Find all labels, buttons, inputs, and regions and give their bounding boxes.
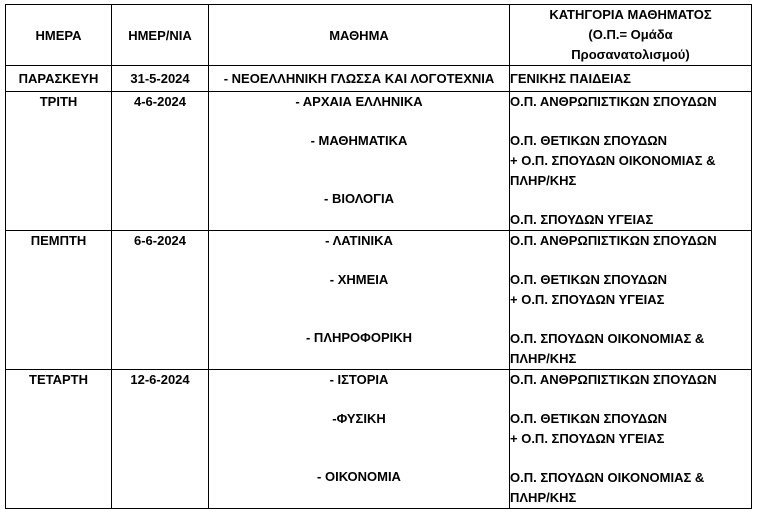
row-day: ΠΑΡΑΣΚΕΥΗ [6, 66, 112, 92]
row-date [112, 370, 209, 509]
exam-schedule-table [5, 4, 752, 509]
row-date [112, 92, 209, 231]
row-categories [510, 370, 752, 509]
row-day [6, 370, 112, 509]
table-row [6, 66, 752, 92]
row-day-label: ΤΡΙΤΗ [39, 94, 78, 109]
row-day-label: ΠΕΜΠΤΗ [30, 233, 87, 248]
header-category [510, 5, 752, 66]
row-day-label: ΤΕΤΑΡΤΗ [29, 372, 88, 387]
row-categories [510, 231, 752, 370]
row-date: 31-5-2024 [112, 66, 209, 92]
row-categories [510, 92, 752, 231]
subject-item: - ΙΣΤΟΡΙΑ [329, 372, 389, 387]
subject-item: - ΒΙΟΛΟΓΙΑ [324, 191, 394, 206]
subject-item: - ΠΛΗΡΟΦΟΡΙΚΗ [305, 330, 412, 345]
subject-item: - ΛΑΤΙΝΙΚΑ [325, 233, 393, 248]
category-item: + Ο.Π. ΣΠΟΥΔΩΝ ΥΓΕΙΑΣ [510, 292, 665, 307]
header-category-line3: Προσανατολισμού) [571, 47, 690, 62]
category-item: Ο.Π. ΘΕΤΙΚΩΝ ΣΠΟΥΔΩΝ [510, 272, 668, 287]
header-category-line2: (Ο.Π.= Ομάδα [588, 27, 673, 42]
table-row [6, 370, 752, 509]
category-item: Ο.Π. ΘΕΤΙΚΩΝ ΣΠΟΥΔΩΝ [510, 411, 668, 426]
category-item: ΠΛΗΡ/ΚΗΣ [510, 490, 577, 505]
category-item: ΠΛΗΡ/ΚΗΣ [510, 173, 577, 188]
subject-item: - ΑΡΧΑΙΑ ΕΛΛΗΝΙΚΑ [295, 94, 423, 109]
category-item: Ο.Π. ΑΝΘΡΩΠΙΣΤΙΚΩΝ ΣΠΟΥΔΩΝ [510, 372, 717, 387]
category-item: Ο.Π. ΣΠΟΥΔΩΝ ΟΙΚΟΝΟΜΙΑΣ & [510, 470, 705, 485]
row-date [112, 231, 209, 370]
subject-item: - ΜΑΘΗΜΑΤΙΚΑ [310, 133, 408, 148]
table-row [6, 92, 752, 231]
category-item: ΠΛΗΡ/ΚΗΣ [510, 351, 577, 366]
category-item: + Ο.Π. ΣΠΟΥΔΩΝ ΥΓΕΙΑΣ [510, 431, 665, 446]
row-day [6, 231, 112, 370]
category-item: + Ο.Π. ΣΠΟΥΔΩΝ ΟΙΚΟΝΟΜΙΑΣ & [510, 153, 716, 168]
table-row [6, 231, 752, 370]
row-day [6, 92, 112, 231]
category-item: Ο.Π. ΘΕΤΙΚΩΝ ΣΠΟΥΔΩΝ [510, 133, 668, 148]
subject-item: -ΦΥΣΙΚΗ [332, 411, 386, 426]
category-item: Ο.Π. ΑΝΘΡΩΠΙΣΤΙΚΩΝ ΣΠΟΥΔΩΝ [510, 233, 717, 248]
table-header-row [6, 5, 752, 66]
header-date: ΗΜΕΡ/ΝΙΑ [112, 5, 209, 66]
subject-item: - ΧΗΜΕΙΑ [329, 272, 389, 287]
row-date-label: 12-6-2024 [130, 372, 190, 387]
row-subjects [209, 92, 510, 231]
header-subject: ΜΑΘΗΜΑ [209, 5, 510, 66]
subject-item: - ΟΙΚΟΝΟΜΙΑ [317, 469, 401, 484]
row-date-label: 6-6-2024 [133, 233, 187, 248]
row-subjects [209, 370, 510, 509]
row-date-label: 4-6-2024 [133, 94, 187, 109]
category-item: Ο.Π. ΣΠΟΥΔΩΝ ΥΓΕΙΑΣ [510, 212, 654, 227]
header-day: ΗΜΕΡΑ [6, 5, 112, 66]
header-category-line1: ΚΑΤΗΓΟΡΙΑ ΜΑΘΗΜΑΤΟΣ [549, 7, 712, 22]
category-item: Ο.Π. ΑΝΘΡΩΠΙΣΤΙΚΩΝ ΣΠΟΥΔΩΝ [510, 94, 717, 109]
category-item: Ο.Π. ΣΠΟΥΔΩΝ ΟΙΚΟΝΟΜΙΑΣ & [510, 331, 705, 346]
row-category: ΓΕΝΙΚΗΣ ΠΑΙΔΕΙΑΣ [510, 66, 752, 92]
row-subjects [209, 231, 510, 370]
row-subject: - ΝΕΟΕΛΛΗΝΙΚΗ ΓΛΩΣΣΑ ΚΑΙ ΛΟΓΟΤΕΧΝΙΑ [209, 66, 510, 92]
